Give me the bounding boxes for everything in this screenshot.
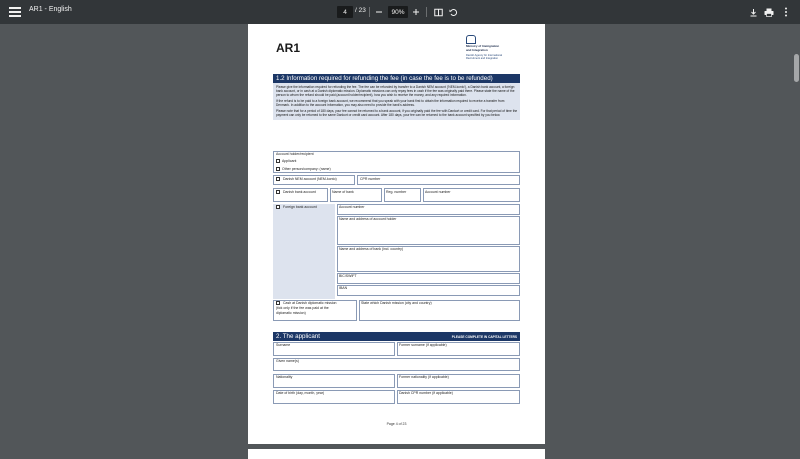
cash-mission-note: (tick only if the fee was paid at the bbox=[276, 306, 329, 310]
hamburger-menu-icon[interactable] bbox=[8, 5, 22, 19]
mission-location-label: State which Danish mission (city and country) bbox=[361, 301, 432, 305]
toolbar-divider bbox=[369, 7, 370, 17]
next-pdf-page bbox=[248, 449, 545, 459]
surname-label: Surname bbox=[276, 343, 291, 347]
minus-icon[interactable] bbox=[372, 5, 386, 19]
page-footer: Page 4 of 23 bbox=[386, 422, 407, 426]
section-header bbox=[273, 74, 520, 83]
bic-label: BIC/SWIFT bbox=[339, 274, 357, 278]
vertical-scrollbar[interactable] bbox=[792, 24, 800, 450]
cpr-number-field[interactable] bbox=[357, 175, 520, 185]
agency-name-2: Recruitment and Integration bbox=[466, 57, 499, 61]
document-code: AR1 bbox=[276, 41, 301, 55]
surname-field[interactable] bbox=[273, 342, 395, 356]
bic-field[interactable] bbox=[337, 273, 520, 284]
applicant-label: Applicant bbox=[282, 159, 297, 163]
section-title: 1.2 Information required for refunding the fee (in case the fee is to be refunded) bbox=[276, 75, 493, 82]
danish-cpr-label: Danish CPR number (if applicable) bbox=[399, 391, 453, 395]
total-pages: / 23 bbox=[355, 7, 366, 14]
applicant-checkbox[interactable] bbox=[276, 159, 280, 163]
ministry-name: Ministry of Immigration bbox=[466, 44, 500, 48]
cpr-number-label: CPR number bbox=[360, 177, 381, 181]
pdf-page bbox=[248, 24, 545, 444]
rotate-icon[interactable] bbox=[446, 5, 460, 19]
section-title: 2. The applicant bbox=[276, 333, 320, 340]
current-page-input[interactable]: 4 bbox=[337, 6, 353, 18]
iban-field[interactable] bbox=[337, 285, 520, 296]
other-person-checkbox[interactable] bbox=[276, 167, 280, 171]
scrollbar-thumb[interactable] bbox=[794, 54, 799, 82]
nationality-label: Nationality bbox=[276, 375, 293, 379]
foreign-bank-checkbox[interactable] bbox=[276, 205, 280, 209]
refund-section bbox=[273, 74, 520, 120]
foreign-account-number-label: Account number bbox=[339, 205, 365, 209]
info-box bbox=[273, 83, 520, 120]
name-of-bank-label: Name of bank bbox=[332, 190, 354, 194]
toolbar-divider bbox=[426, 7, 427, 17]
more-vertical-icon[interactable] bbox=[779, 5, 793, 19]
document-title: AR1 - English bbox=[29, 6, 72, 13]
foreign-bank-label: Foreign bank account bbox=[283, 205, 317, 209]
cash-mission-note-2: diplomatic mission) bbox=[276, 311, 306, 315]
bank-address-label: Name and address of bank (incl. country) bbox=[339, 247, 404, 251]
given-names-label: Given name(s) bbox=[276, 359, 299, 363]
cash-mission-checkbox[interactable] bbox=[276, 301, 280, 305]
plus-icon[interactable] bbox=[409, 5, 423, 19]
download-icon[interactable] bbox=[746, 5, 760, 19]
crown-icon bbox=[466, 35, 476, 44]
foreign-bank-option-area bbox=[273, 204, 335, 299]
ministry-name-2: and Integration bbox=[466, 47, 488, 52]
nem-account-label: Danish NEM account (NEM-konto) bbox=[283, 177, 337, 181]
date-of-birth-label: Date of birth (day, month, year) bbox=[276, 391, 325, 395]
ministry-logo bbox=[466, 35, 526, 61]
info-paragraph: If the refund is to be paid to a foreign bank account, we recommend that you speak with your bank first to obtain the information required to receive a transfer from Denmark. In addition to the account information, you may also need to provide the bank's address. bbox=[276, 98, 505, 107]
former-nationality-label: Former nationality (if applicable) bbox=[399, 375, 449, 379]
danish-bank-label: Danish bank account bbox=[283, 190, 316, 194]
print-icon[interactable] bbox=[762, 5, 776, 19]
zoom-level-input[interactable]: 90% bbox=[388, 6, 408, 18]
holder-address-label: Name and address of account holder bbox=[339, 217, 397, 221]
info-paragraph: Please note that for a period of 180 days, your fee cannot be returned to a bank account, if you originally paid the fee with Dankort or credit card. For that period of time the payment can only be returned to the same Dankort or credit card account. After 180 days, your fee can be returned to the bank account specified by you below. bbox=[276, 108, 518, 117]
reg-number-label: Reg. number bbox=[386, 190, 407, 194]
account-number-label: Account number bbox=[425, 190, 451, 194]
cash-mission-label: Cash at Danish diplomatic mission bbox=[283, 301, 337, 305]
other-person-label: Other person/company: (name) bbox=[282, 167, 331, 171]
nem-account-checkbox[interactable] bbox=[276, 177, 280, 181]
agency-name: Danish Agency for International bbox=[466, 54, 503, 58]
iban-label: IBAN bbox=[339, 286, 348, 290]
applicant-section-header bbox=[273, 332, 520, 341]
info-paragraph: Please give the information required for refunding the fee. The fee can be refunded by transfer to a Danish NEM account ('NEM-konto'), a Danish bank account, a foreign bank account, or in cash at a Danish diplomatic mission. Diplomatic missions can only repay fees in cash if the fee was originally paid there. Please state the name of the person to whom the refund should be paid (account holder/recipient), how you wish to receive the money, and any required information. bbox=[276, 85, 515, 97]
capital-letters-note: PLEASE COMPLETE IN CAPITAL LETTERS bbox=[451, 334, 517, 339]
account-holder-label: Account holder/recipient bbox=[276, 152, 314, 156]
fit-page-icon[interactable] bbox=[431, 5, 445, 19]
danish-bank-checkbox[interactable] bbox=[276, 190, 280, 194]
given-names-field[interactable] bbox=[273, 358, 520, 371]
former-surname-label: Former surname (if applicable) bbox=[399, 343, 447, 347]
pdf-toolbar bbox=[0, 0, 800, 24]
